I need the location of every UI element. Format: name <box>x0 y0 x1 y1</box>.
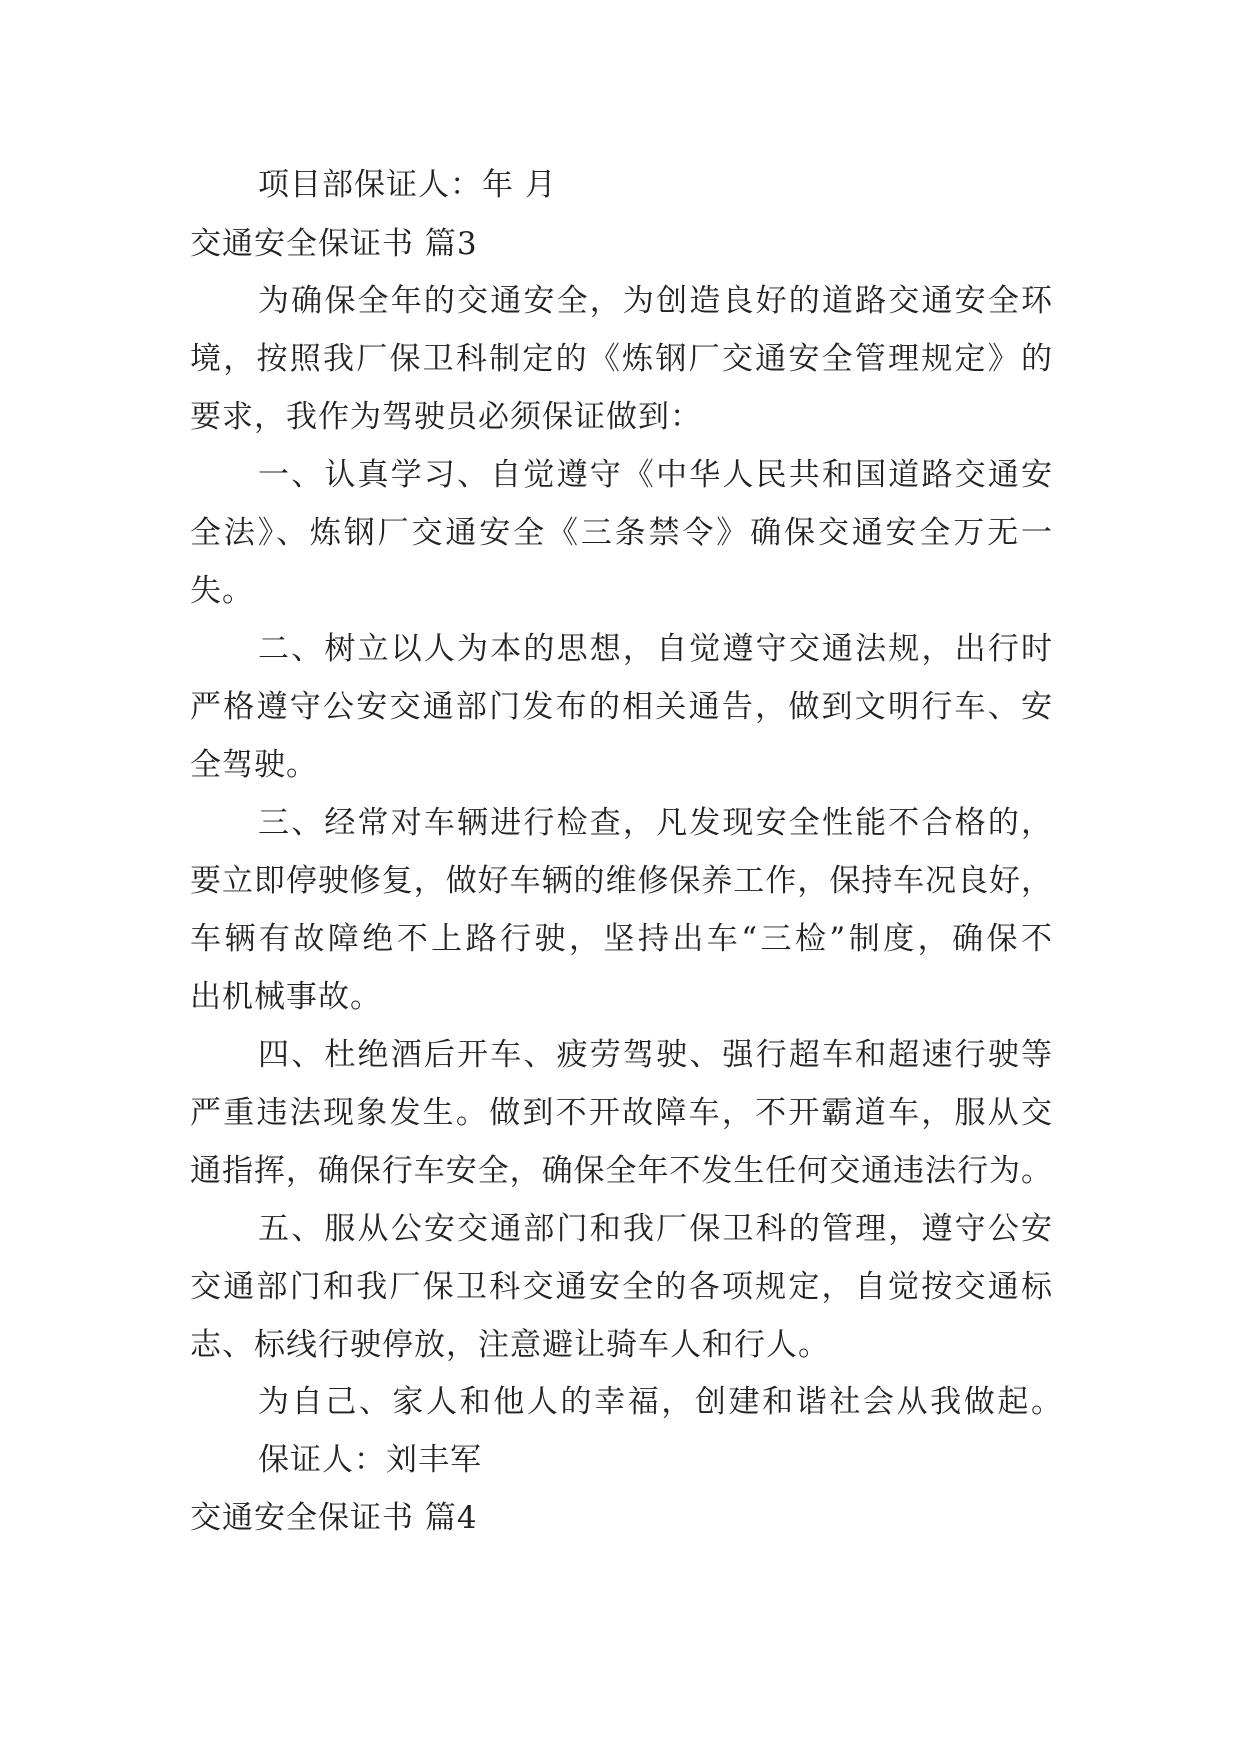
paragraph-intro-line-2: 境，按照我厂保卫科制定的《炼钢厂交通安全管理规定》的 <box>190 341 1052 377</box>
paragraph-intro-line-1: 为确保全年的交通安全，为创造良好的道路交通安全环 <box>258 283 1052 319</box>
guarantor-line-project-dept: 项目部保证人：年 月 <box>258 167 557 203</box>
item-3-line-1: 三、经常对车辆进行检查，凡发现安全性能不合格的， <box>258 805 1052 841</box>
item-2-line-3: 全驾驶。 <box>190 747 318 783</box>
item-5-line-2: 交通部门和我厂保卫科交通安全的各项规定，自觉按交通标 <box>190 1269 1052 1305</box>
item-2-line-2: 严格遵守公安交通部门发布的相关通告，做到文明行车、安 <box>190 689 1052 725</box>
section-heading-part-4: 交通安全保证书 篇4 <box>190 1500 478 1536</box>
section-heading-part-3: 交通安全保证书 篇3 <box>190 226 478 262</box>
item-1-line-3: 失。 <box>190 573 254 609</box>
closing-statement: 为自己、家人和他人的幸福，创建和谐社会从我做起。 <box>258 1384 1062 1420</box>
item-4-line-3: 通指挥，确保行车安全，确保全年不发生任何交通违法行为。 <box>190 1153 1052 1189</box>
item-3-line-3: 车辆有故障绝不上路行驶，坚持出车“三检”制度，确保不 <box>190 921 1052 957</box>
item-3-line-2: 要立即停驶修复，做好车辆的维修保养工作，保持车况良好， <box>190 863 1052 899</box>
item-1-line-1: 一、认真学习、自觉遵守《中华人民共和国道路交通安 <box>258 457 1052 493</box>
item-4-line-2: 严重违法现象发生。做到不开故障车，不开霸道车，服从交 <box>190 1095 1052 1131</box>
item-5-line-1: 五、服从公安交通部门和我厂保卫科的管理，遵守公安 <box>258 1211 1052 1247</box>
item-5-line-3: 志、标线行驶停放，注意避让骑车人和行人。 <box>190 1327 830 1363</box>
paragraph-intro-line-3: 要求，我作为驾驶员必须保证做到： <box>190 399 702 435</box>
item-1-line-2: 全法》、炼钢厂交通安全《三条禁令》确保交通安全万无一 <box>190 515 1052 551</box>
guarantor-signature-line: 保证人：刘丰军 <box>258 1442 482 1478</box>
item-3-line-4: 出机械事故。 <box>190 979 382 1015</box>
item-4-line-1: 四、杜绝酒后开车、疲劳驾驶、强行超车和超速行驶等 <box>258 1037 1052 1073</box>
item-2-line-1: 二、树立以人为本的思想，自觉遵守交通法规，出行时 <box>258 631 1052 667</box>
